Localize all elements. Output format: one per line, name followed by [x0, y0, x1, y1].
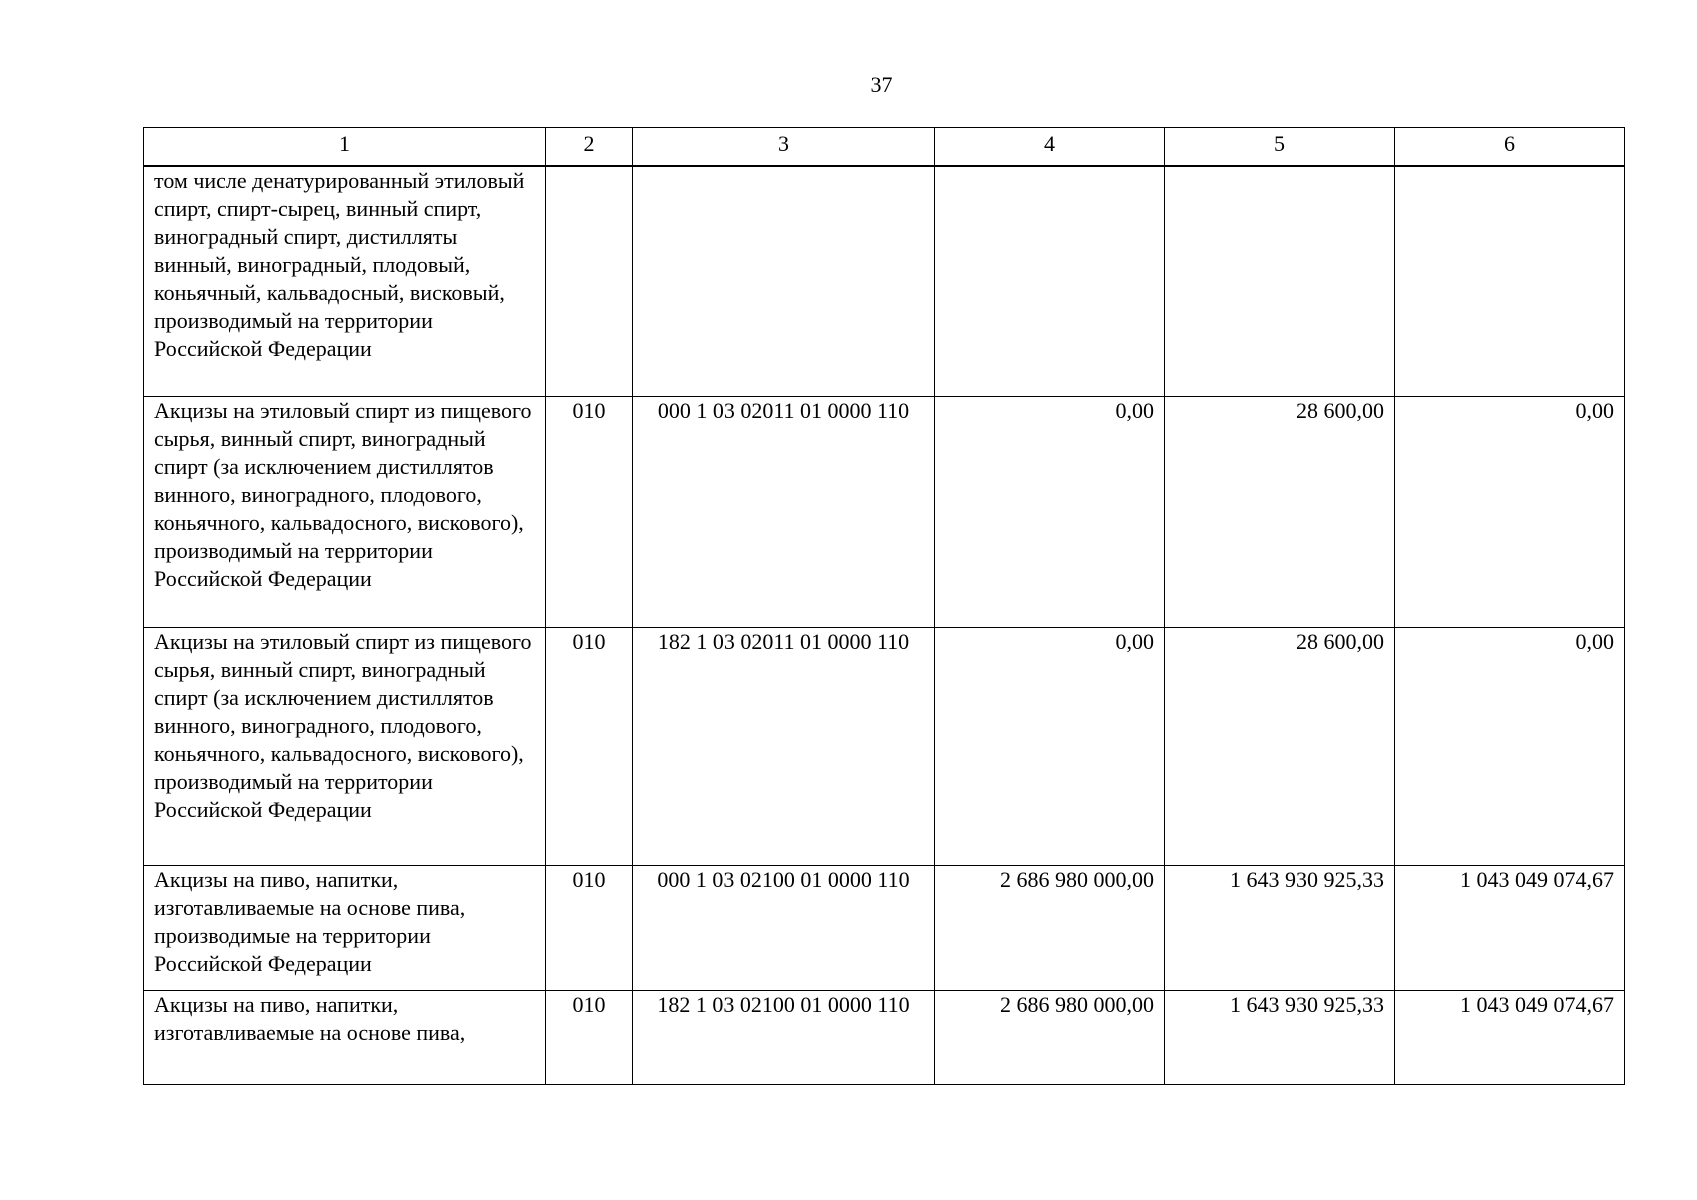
table-row [144, 865, 1625, 990]
executed-cell: 28 600,00 [1165, 396, 1395, 627]
table-body [144, 166, 1625, 1084]
column-header-1: 1 [144, 128, 546, 167]
executed-cell: 1 643 930 925,33 [1165, 990, 1395, 1084]
line-code-cell: 010 [546, 627, 633, 865]
unexecuted-cell [1395, 166, 1625, 396]
approved-cell: 0,00 [935, 396, 1165, 627]
line-code-cell: 010 [546, 990, 633, 1084]
approved-cell: 0,00 [935, 627, 1165, 865]
row-name-cell: том числе денатурированный этиловый спирт, спирт-сырец, винный спирт, виноградный спирт, дистилляты винный, виноградный, плодовый, коньячный, кальвадосный, висковый, производимый на территории Российской Федерации [144, 166, 546, 396]
income-table [143, 127, 1625, 1085]
income-code-cell: 000 1 03 02011 01 0000 110 [633, 396, 935, 627]
executed-cell: 28 600,00 [1165, 627, 1395, 865]
row-name-cell: Акцизы на этиловый спирт из пищевого сырья, винный спирт, виноградный спирт (за исключением дистиллятов винного, виноградного, плодового, коньячного, кальвадосного, вискового), производимый на территории Российской Федерации [144, 627, 546, 865]
page-number: 37 [870, 72, 893, 97]
approved-cell [935, 166, 1165, 396]
line-code-cell: 010 [546, 865, 633, 990]
table-row [144, 166, 1625, 396]
row-name-cell: Акцизы на этиловый спирт из пищевого сырья, винный спирт, виноградный спирт (за исключением дистиллятов винного, виноградного, плодового, коньячного, кальвадосного, вискового), производимый на территории Российской Федерации [144, 396, 546, 627]
line-code-cell: 010 [546, 396, 633, 627]
approved-cell: 2 686 980 000,00 [935, 865, 1165, 990]
unexecuted-cell: 1 043 049 074,67 [1395, 865, 1625, 990]
unexecuted-cell: 0,00 [1395, 396, 1625, 627]
income-code-cell: 182 1 03 02100 01 0000 110 [633, 990, 935, 1084]
column-header-3: 3 [633, 128, 935, 167]
column-header-5: 5 [1165, 128, 1395, 167]
column-header-6: 6 [1395, 128, 1625, 167]
executed-cell [1165, 166, 1395, 396]
income-code-cell: 000 1 03 02100 01 0000 110 [633, 865, 935, 990]
executed-cell: 1 643 930 925,33 [1165, 865, 1395, 990]
income-code-cell: 182 1 03 02011 01 0000 110 [633, 627, 935, 865]
table-row [144, 627, 1625, 865]
row-name-cell: Акцизы на пиво, напитки, изготавливаемые на основе пива, [144, 990, 546, 1084]
line-code-cell [546, 166, 633, 396]
table-row [144, 396, 1625, 627]
approved-cell: 2 686 980 000,00 [935, 990, 1165, 1084]
unexecuted-cell: 1 043 049 074,67 [1395, 990, 1625, 1084]
unexecuted-cell: 0,00 [1395, 627, 1625, 865]
table-header [144, 128, 1625, 167]
row-name-cell: Акцизы на пиво, напитки, изготавливаемые на основе пива, производимые на территории Российской Федерации [144, 865, 546, 990]
table-row [144, 990, 1625, 1084]
column-header-2: 2 [546, 128, 633, 167]
header-row [144, 128, 1625, 167]
column-header-4: 4 [935, 128, 1165, 167]
income-code-cell [633, 166, 935, 396]
